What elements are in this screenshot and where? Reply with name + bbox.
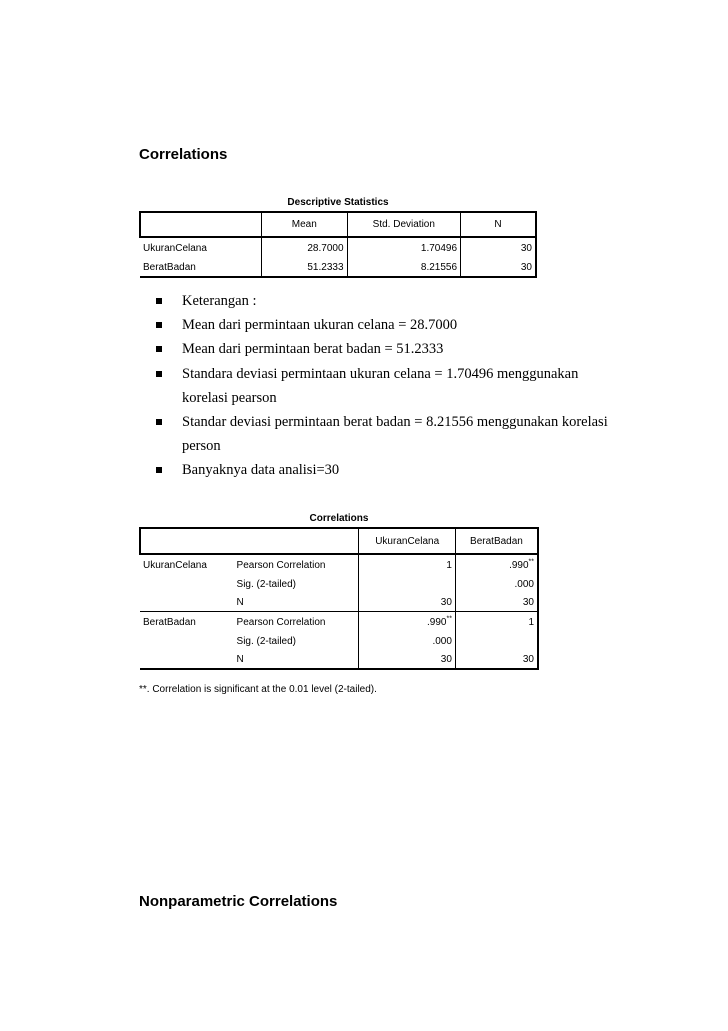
descriptive-stats-table (139, 211, 537, 278)
note-line: Banyaknya data analisi=30 (182, 462, 340, 479)
bullet-icon (156, 467, 162, 473)
stat-label: Pearson Correlation (234, 612, 359, 633)
value-cell: 30 (359, 593, 455, 612)
value-cell: 1 (359, 554, 455, 575)
note-line: Keterangan : (182, 293, 257, 309)
header-std-deviation: Std. Deviation (347, 212, 461, 237)
list-item (150, 289, 630, 313)
correlations-header-corner (140, 528, 359, 554)
list-item (150, 337, 630, 361)
bullet-icon (156, 419, 162, 425)
list-item (150, 410, 630, 458)
value-cell (359, 575, 455, 593)
descriptive-header-corner (140, 212, 261, 237)
mean-ukurancelana: 28.7000 (261, 237, 347, 258)
value-cell: 30 (455, 593, 538, 612)
correlations-header-row (140, 528, 538, 554)
note-line: Mean dari permintaan berat badan = 51.2333 (182, 341, 444, 358)
note-line: Mean dari permintaan ukuran celana = 28.7000 (182, 317, 458, 334)
note-line-continued: person (182, 438, 221, 455)
value-cell (455, 632, 538, 650)
row-label-beratbadan: BeratBadan (140, 258, 261, 277)
n-ukurancelana: 30 (461, 237, 536, 258)
list-item (150, 313, 630, 337)
value-cell: 30 (455, 650, 538, 669)
note-line-continued: korelasi pearson (182, 389, 277, 406)
mean-beratbadan: 51.2333 (261, 258, 347, 277)
correlation-footnote: **. Correlation is significant at the 0.01 level (2-tailed). (139, 684, 377, 695)
n-beratbadan: 30 (461, 258, 536, 277)
stat-label: N (234, 593, 359, 612)
value-cell: .000 (455, 575, 538, 593)
note-line: Standar deviasi permintaan berat badan = 8.21556 menggunakan korelasi (182, 414, 608, 431)
section-title-correlations: Correlations (139, 146, 228, 163)
table-row (140, 593, 538, 612)
header-beratbadan: BeratBadan (455, 528, 538, 554)
section-title-nonparametric: Nonparametric Correlations (139, 893, 338, 910)
note-line: Standara deviasi permintaan ukuran celana = 1.70496 menggunakan (182, 365, 579, 382)
stat-label: Sig. (2-tailed) (234, 632, 359, 650)
value-cell: 1 (455, 612, 538, 633)
value-cell: .000 (359, 632, 455, 650)
bullet-icon (156, 346, 162, 352)
notes-list (150, 289, 630, 483)
stat-label: Sig. (2-tailed) (234, 575, 359, 593)
sd-ukurancelana: 1.70496 (347, 237, 461, 258)
group-label-ukurancelana: UkuranCelana (143, 559, 207, 571)
header-ukurancelana: UkuranCelana (359, 528, 455, 554)
value-cell: 30 (359, 650, 455, 669)
table-row (140, 554, 538, 575)
correlations-table (139, 527, 539, 670)
bullet-icon (156, 371, 162, 377)
correlations-caption: Correlations (309, 513, 369, 524)
header-n: N (461, 212, 536, 237)
stat-label: N (234, 650, 359, 669)
bullet-icon (156, 322, 162, 328)
list-item (150, 458, 630, 482)
value-cell: .990** (359, 612, 455, 633)
value-cell: .990** (455, 554, 538, 575)
bullet-icon (156, 298, 162, 304)
header-mean: Mean (261, 212, 347, 237)
row-label-ukurancelana: UkuranCelana (140, 237, 261, 258)
table-row (140, 258, 536, 277)
list-item (150, 362, 630, 410)
descriptive-header-row (140, 212, 536, 237)
table-row (140, 632, 538, 650)
table-row (140, 575, 538, 593)
stat-label: Pearson Correlation (234, 554, 359, 575)
table-row (140, 612, 538, 633)
table-row (140, 650, 538, 669)
group-label-beratbadan: BeratBadan (143, 616, 196, 628)
table-row (140, 237, 536, 258)
sd-beratbadan: 8.21556 (347, 258, 461, 277)
descriptive-stats-caption: Descriptive Statistics (287, 197, 389, 208)
